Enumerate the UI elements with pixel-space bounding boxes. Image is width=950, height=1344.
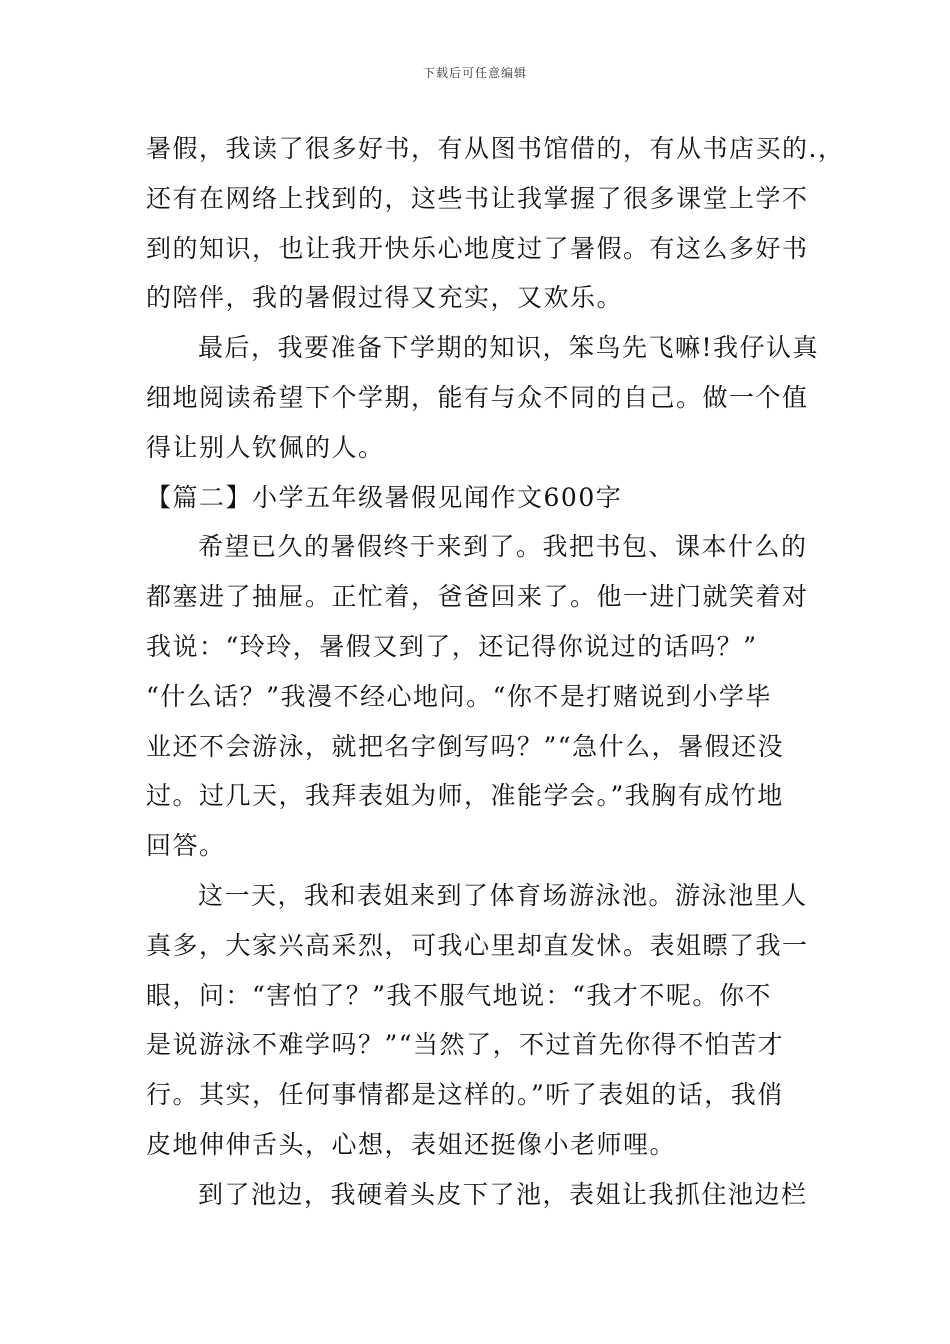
text-line: 眼，问：“害怕了？”我不服气地说：“我才不呢。你不 bbox=[146, 980, 772, 1010]
text-line: 是说游泳不难学吗？”“当然了，不过首先你得不怕苦才 bbox=[146, 1030, 785, 1060]
text-line: 细地阅读希望下个学期，能有与众不同的自己。做一个值 bbox=[146, 382, 809, 412]
text-line: 这一天，我和表姐来到了体育场游泳池。游泳池里人 bbox=[198, 880, 808, 910]
text-line: 到的知识，也让我开快乐心地度过了暑假。有这么多好书 bbox=[146, 233, 809, 263]
text-line: 过。过几天，我拜表姐为师，准能学会。”我胸有成竹地 bbox=[146, 781, 784, 811]
text-line: 到了池边，我硬着头皮下了池，表姐让我抓住池边栏 bbox=[198, 1179, 808, 1209]
text-line: 最后，我要准备下学期的知识，笨鸟先飞嘛!我仔认真 bbox=[198, 333, 820, 363]
text-line: “什么话？”我漫不经心地问。“你不是打赌说到小学毕 bbox=[146, 681, 772, 711]
text-line: 都塞进了抽屉。正忙着，爸爸回来了。他一进门就笑着对 bbox=[146, 582, 809, 612]
text-line: 行。其实，任何事情都是这样的。”听了表姐的话，我俏 bbox=[146, 1080, 784, 1110]
section-heading: 【篇二】小学五年级暑假见闻作文600字 bbox=[146, 482, 623, 512]
text-line: 得让别人钦佩的人。 bbox=[146, 432, 385, 462]
text-line: 皮地伸伸舌头，心想，表姐还挺像小老师哩。 bbox=[146, 1129, 677, 1159]
document-body bbox=[146, 124, 845, 1220]
text-line: 我说：“玲玲，暑假又到了，还记得你说过的话吗？” bbox=[146, 631, 758, 661]
text-line: 业还不会游泳，就把名字倒写吗？”“急什么，暑假还没 bbox=[146, 731, 785, 761]
text-line: 希望已久的暑假终于来到了。我把书包、课本什么的 bbox=[198, 532, 808, 562]
text-line: 还有在网络上找到的，这些书让我掌握了很多课堂上学不 bbox=[146, 183, 809, 213]
text-line: 真多，大家兴高采烈，可我心里却直发怵。表姐瞟了我一 bbox=[146, 930, 809, 960]
text-line: 回答。 bbox=[146, 831, 226, 861]
page-header: 下载后可任意编辑 bbox=[422, 66, 527, 80]
text-line: 的陪伴，我的暑假过得又充实，又欢乐。 bbox=[146, 283, 624, 313]
text-line: 暑假，我读了很多好书，有从图书馆借的，有从书店买的.， bbox=[146, 134, 845, 163]
